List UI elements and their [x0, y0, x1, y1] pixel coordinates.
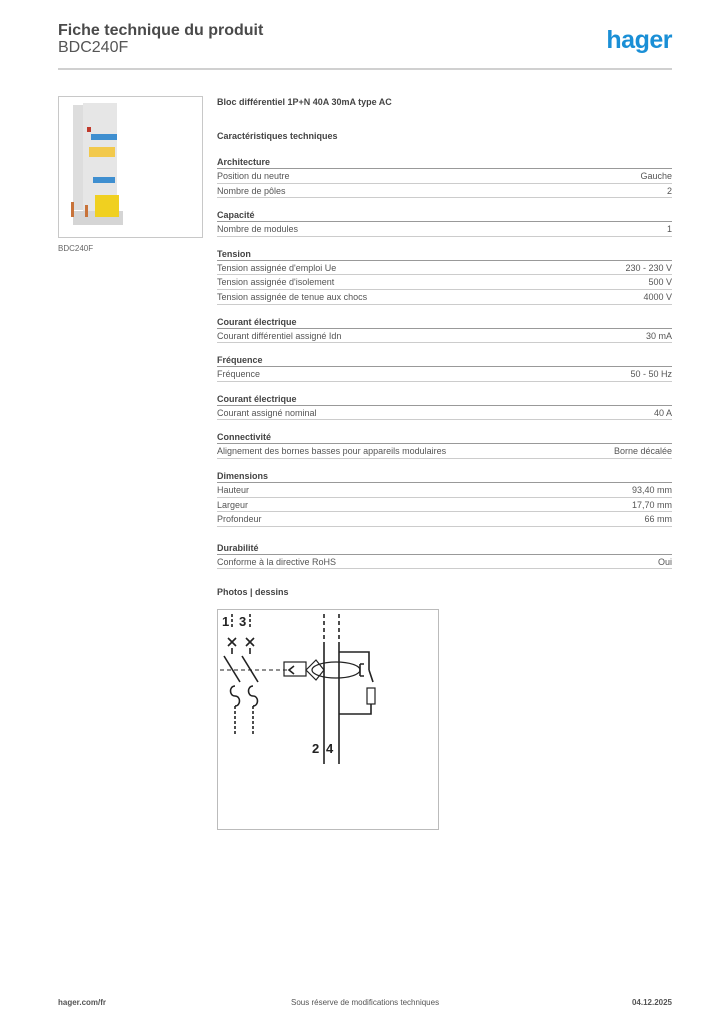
spec-label: Fréquence	[217, 369, 261, 380]
spec-label: Profondeur	[217, 514, 262, 525]
terminal-4: 4	[326, 741, 334, 756]
spec-row	[217, 222, 672, 237]
spec-section	[217, 430, 672, 459]
spec-row	[217, 169, 672, 184]
spec-label: Alignement des bornes basses pour appareils modulaires	[217, 446, 447, 457]
spec-section	[217, 155, 672, 198]
spec-section	[217, 247, 672, 305]
spec-value: 66 mm	[644, 514, 672, 525]
page-title: Fiche technique du produit	[58, 22, 264, 39]
spec-value: 1	[666, 224, 672, 235]
wiring-diagram	[217, 609, 439, 830]
photos-heading: Photos | dessins	[217, 587, 289, 598]
spec-row	[217, 555, 672, 570]
footer-site-link[interactable]: hager.com/fr	[58, 998, 107, 1007]
terminal-3: 3	[239, 614, 247, 629]
spec-row	[217, 261, 672, 276]
spec-row	[217, 329, 672, 344]
spec-label: Hauteur	[217, 484, 250, 495]
spec-content	[217, 97, 672, 597]
section-title: Durabilité	[217, 541, 672, 555]
spec-label: Tension assignée de tenue aux chocs	[217, 291, 368, 302]
spec-row	[217, 367, 672, 382]
spec-value: 500 V	[648, 277, 672, 288]
spec-section	[217, 392, 672, 421]
section-title: Fréquence	[217, 353, 672, 367]
spec-row	[217, 498, 672, 513]
spec-row	[217, 275, 672, 290]
spec-sections	[217, 155, 672, 569]
spec-label: Tension assignée d'emploi Ue	[217, 262, 337, 273]
spec-row	[217, 512, 672, 527]
spec-section	[217, 208, 672, 237]
spec-section	[217, 315, 672, 344]
spec-value: 2	[666, 185, 672, 196]
terminal-labels-top	[222, 614, 334, 756]
spec-row	[217, 184, 672, 199]
spec-row	[217, 406, 672, 421]
footer-date: 04.12.2025	[631, 998, 672, 1007]
terminal-2: 2	[312, 741, 320, 756]
product-reference: BDC240F	[58, 39, 129, 56]
specs-heading: Caractéristiques techniques	[217, 131, 338, 141]
section-title: Tension	[217, 247, 672, 261]
spec-value: 93,40 mm	[631, 484, 672, 495]
spec-section	[217, 353, 672, 382]
spec-row	[217, 444, 672, 459]
spec-label: Conforme à la directive RoHS	[217, 556, 337, 567]
hager-logo: hager	[606, 26, 672, 54]
spec-label: Nombre de modules	[217, 224, 299, 235]
section-title: Courant électrique	[217, 315, 672, 329]
spec-label: Largeur	[217, 499, 249, 510]
spec-value: 50 - 50 Hz	[630, 369, 672, 380]
product-name: Bloc différentiel 1P+N 40A 30mA type AC	[217, 97, 392, 107]
spec-label: Position du neutre	[217, 171, 290, 181]
spec-value: Oui	[657, 556, 672, 567]
footer-note: Sous réserve de modifications techniques	[291, 998, 440, 1007]
terminal-1: 1	[222, 614, 230, 629]
photo-caption: BDC240F	[58, 244, 94, 253]
spec-label: Tension assignée d'isolement	[217, 277, 335, 288]
spec-row	[217, 483, 672, 498]
spec-value: 4000 V	[643, 291, 672, 302]
spec-row	[217, 290, 672, 305]
spec-value: 230 - 230 V	[625, 262, 672, 273]
spec-value: 40 A	[653, 407, 672, 418]
product-photo	[58, 96, 203, 238]
section-title: Courant électrique	[217, 392, 672, 406]
spec-section	[217, 541, 672, 570]
spec-value: 30 mA	[645, 330, 672, 341]
spec-value: Gauche	[640, 171, 672, 181]
spec-value: 17,70 mm	[631, 499, 672, 510]
spec-value: Borne décalée	[613, 446, 672, 457]
section-title: Dimensions	[217, 469, 672, 483]
spec-section	[217, 469, 672, 527]
spec-label: Nombre de pôles	[217, 185, 286, 196]
section-title: Capacité	[217, 208, 672, 222]
section-title: Architecture	[217, 155, 672, 169]
header-divider	[58, 68, 672, 70]
section-title: Connectivité	[217, 430, 672, 444]
spec-label: Courant différentiel assigné Idn	[217, 330, 342, 341]
spec-label: Courant assigné nominal	[217, 407, 317, 418]
